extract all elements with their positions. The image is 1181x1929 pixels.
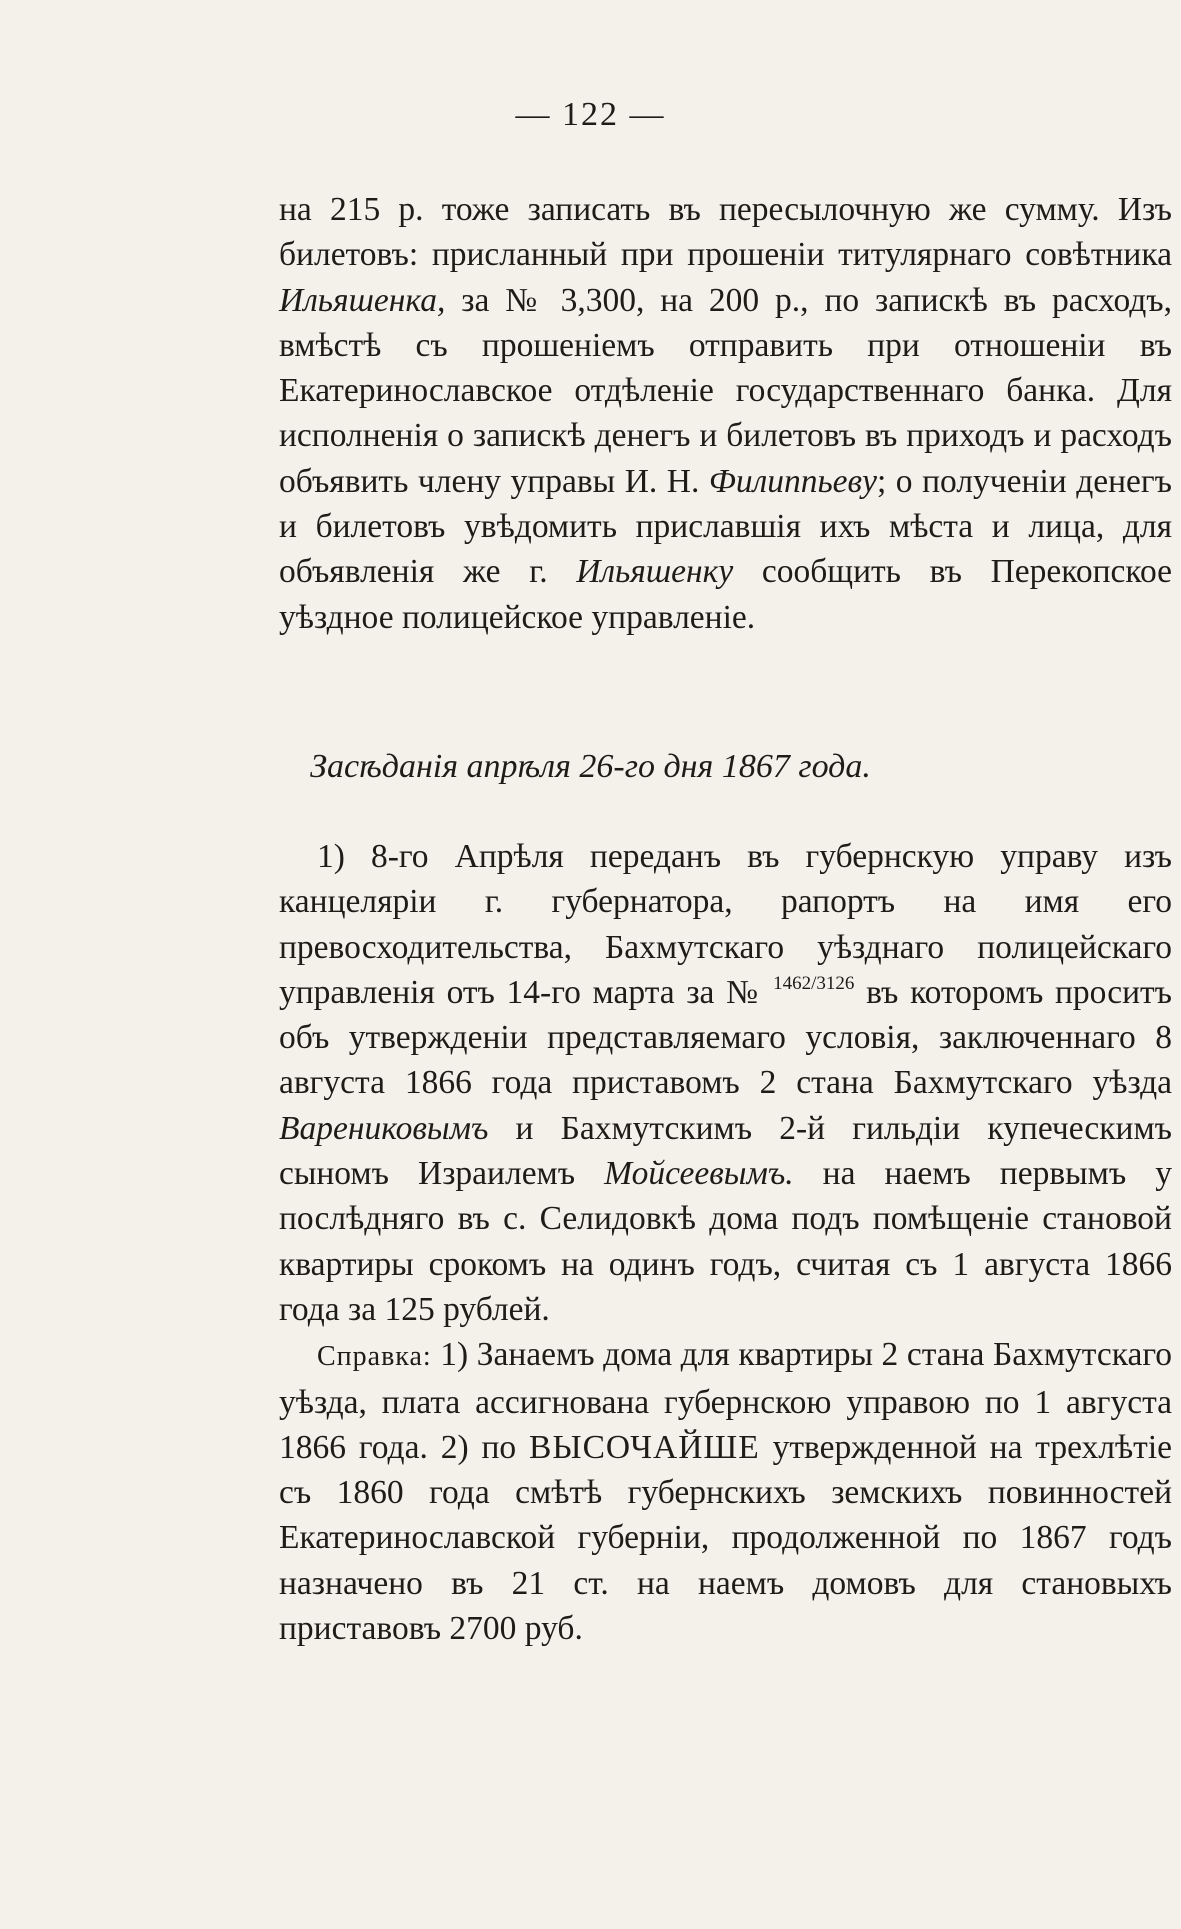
fraction-number: 1462/3126 <box>773 972 855 994</box>
paragraph <box>279 834 1172 1332</box>
text-block-bottom <box>279 834 1172 1651</box>
section-heading: Засѣданія апрѣля 26-го дня 1867 года. <box>310 748 871 785</box>
text-run: на 215 р. тоже записать въ пересылочную же сумму. Изъ билетовъ: присланный при прошеніи титулярнаго совѣтника <box>279 191 1172 274</box>
paragraph <box>279 1332 1172 1651</box>
person-name: Мойсеевымъ. <box>604 1155 794 1193</box>
person-name: Филиппьеву <box>708 462 877 500</box>
page-number: — 122 — <box>515 96 666 133</box>
text-run: сообщить въ Перекопское уѣздное полицейское управленіе. <box>279 553 1172 636</box>
text-run: ; о полученіи денегъ и билетовъ увѣдомить приславшія ихъ мѣста и лица, для объявленія же г. <box>279 462 1172 591</box>
text-run: на наемъ первымъ у послѣдняго въ с. Селидовкѣ дома подъ помѣщеніе становой квартиры срокомъ на одинъ годъ, считая съ 1 августа 1866 года за 125 рублей. <box>279 1155 1172 1328</box>
text-run: 1) Занаемъ дома для квартиры 2 стана Бахмутскаго уѣзда, плата ассигнована губернскою управою по 1 августа 1866 года. 2) по <box>279 1336 1172 1466</box>
text-run: и Бахмутскимъ 2-й гильдіи купеческимъ сыномъ Израилемъ <box>279 1109 1172 1193</box>
text-run: утвержденной на трехлѣтіе съ 1860 года смѣтѣ губернскихъ земскихъ повинностей Екатеринославской губерніи, продолженной по 1867 годъ назначено въ 21 ст. на наемъ домовъ для становыхъ приставовъ 2700 руб. <box>279 1428 1172 1648</box>
text-run: 1) 8-го Апрѣля переданъ въ губернскую управу изъ канцеляріи г. губернатора, рапортъ на имя его превосходительства, Бахмутскаго уѣзднаго полицейскаго управленія отъ 14-го марта за № <box>279 838 1172 1011</box>
paragraph <box>279 187 1172 640</box>
reference-label: Справка: <box>317 1341 432 1373</box>
person-name: Ильяшенка, <box>279 281 446 319</box>
text-block-top <box>279 187 1172 640</box>
text-run: въ которомъ проситъ объ утвержденіи представляемаго условія, заключеннаго 8 августа 1866 года приставомъ 2 стана Бахмутскаго уѣзда <box>279 973 1172 1102</box>
text-run: за № 3,300, на 200 р., по запискѣ въ расходъ, вмѣстѣ съ прошеніемъ отправить при отношеніи въ Екатеринославское отдѣленіе государственнаго банка. Для исполненія о запискѣ денегъ и билетовъ въ приходъ и расходъ объявить члену управы И. Н. <box>279 281 1172 500</box>
person-name: Варениковымъ <box>279 1109 489 1147</box>
emphasis-caps: ВЫСОЧАЙШЕ <box>529 1428 760 1466</box>
person-name: Ильяшенку <box>576 553 734 591</box>
